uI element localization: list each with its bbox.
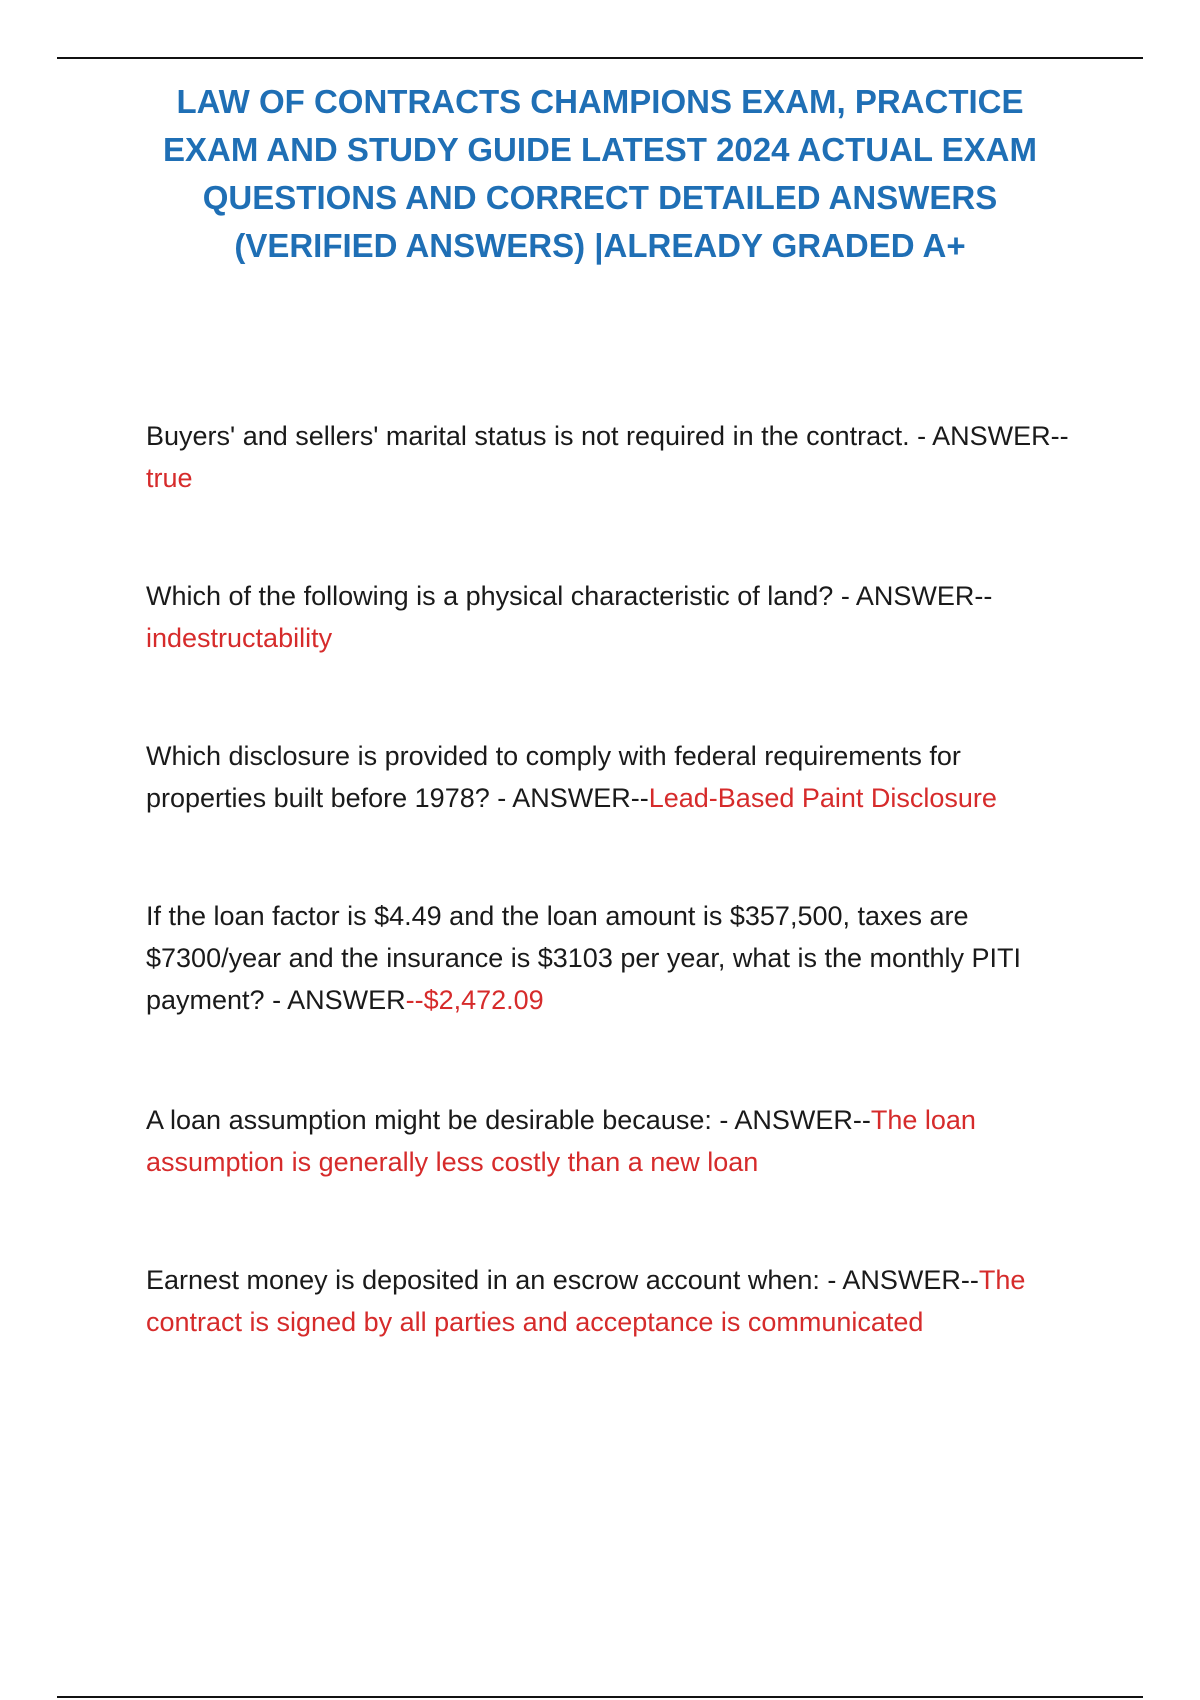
answer-text: --$2,472.09 xyxy=(405,985,544,1015)
title-line-4: (VERIFIED ANSWERS) |ALREADY GRADED A+ xyxy=(234,227,966,264)
qa-item xyxy=(146,735,1076,819)
qa-item xyxy=(146,1259,1076,1343)
page-title xyxy=(130,78,1070,270)
bottom-rule xyxy=(57,1696,1143,1698)
question-text: If the loan factor is $4.49 and the loan amount is $357,500, taxes are $7300/year and the insurance is $3103 per year, what is the monthly PITI payment? - ANSWER xyxy=(146,901,1022,1015)
answer-text: indestructability xyxy=(146,623,333,653)
answer-text: true xyxy=(146,463,193,493)
title-line-2: EXAM AND STUDY GUIDE LATEST 2024 ACTUAL EXAM xyxy=(162,131,1037,168)
qa-item xyxy=(146,415,1076,499)
answer-text: Lead-Based Paint Disclosure xyxy=(648,783,997,813)
title-line-1: LAW OF CONTRACTS CHAMPIONS EXAM, PRACTICE xyxy=(176,83,1024,120)
top-rule xyxy=(57,57,1143,59)
qa-item xyxy=(146,575,1076,659)
question-text: Which disclosure is provided to comply with federal requirements for properties built before 1978? - ANSWER-- xyxy=(146,741,961,813)
qa-item xyxy=(146,1099,1076,1183)
question-text: A loan assumption might be desirable because: - ANSWER-- xyxy=(146,1105,871,1135)
question-text: Buyers' and sellers' marital status is not required in the contract. - ANSWER-- xyxy=(146,421,1069,451)
qa-item xyxy=(146,895,1076,1021)
title-line-3: QUESTIONS AND CORRECT DETAILED ANSWERS xyxy=(202,179,998,216)
answer-text: The loan assumption is generally less costly than a new loan xyxy=(146,1105,976,1177)
answer-text: The contract is signed by all parties and acceptance is communicated xyxy=(146,1265,1026,1337)
question-text: Which of the following is a physical characteristic of land? - ANSWER-- xyxy=(146,581,993,611)
question-text: Earnest money is deposited in an escrow account when: - ANSWER-- xyxy=(146,1265,979,1295)
